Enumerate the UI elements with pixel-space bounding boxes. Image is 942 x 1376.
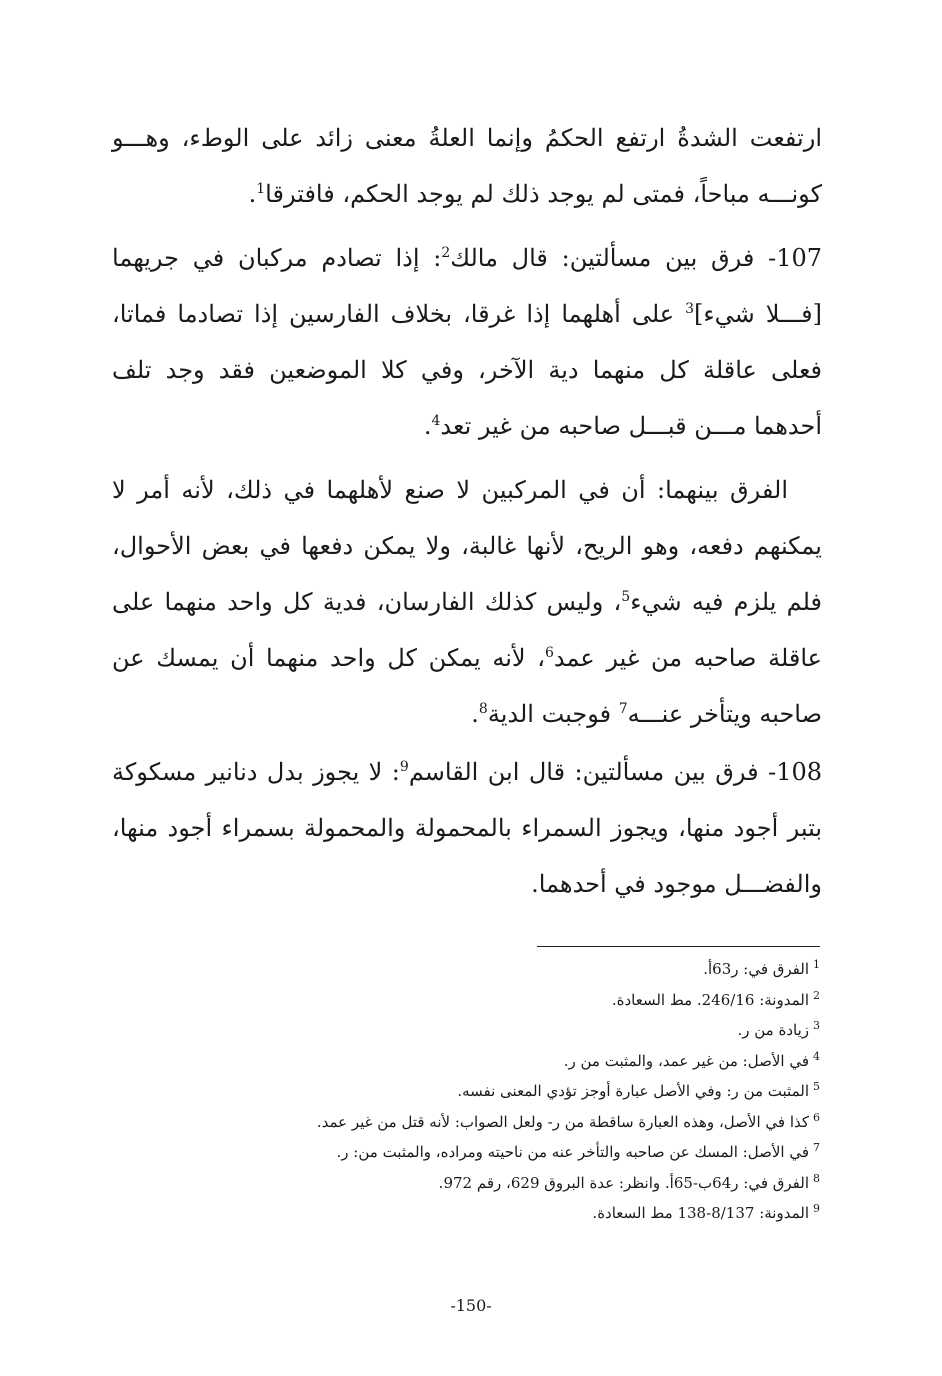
text-segment: 107- فرق بين مسألتين: قال مالك [450, 244, 822, 272]
footnote-text: الفرق في: ر63أ. [703, 960, 809, 978]
text-segment: : إذا تصادم مركبان في جريهما [فـــلا شيء] [112, 244, 822, 328]
footnote-item [180, 1198, 820, 1229]
footnote-text: زيادة من ر. [737, 1021, 809, 1039]
main-text [112, 110, 822, 914]
footnote-marker-3: 3 [685, 301, 694, 317]
footnote-marker-9: 9 [399, 759, 409, 775]
footnote-text: في الأصل: المسك عن صاحبه والتأخر عنه من ناحيته ومراده، والمثبت من: ر. [336, 1143, 809, 1161]
footnote-divider [537, 946, 820, 947]
footnote-marker-2: 2 [441, 245, 451, 261]
footnote-text: المدونة: 246/16. مط السعادة. [611, 990, 809, 1009]
paragraph-107 [112, 230, 822, 454]
footnote-item [180, 985, 820, 1016]
page-number: -150- [450, 1296, 492, 1315]
footnote-item [180, 1076, 820, 1107]
footnote-marker-5: 5 [621, 589, 631, 605]
footnote-number: 7 [813, 1141, 820, 1154]
text-segment: ارتفعت الشدةُ ارتفع الحكمُ وإنما العلةُ معنى زائد على الوطء، وهـــو كونـــه مباحاً، فمتى لم يوجد ذلك لم يوجد الحكم، فافترقا [112, 124, 822, 208]
footnote-item [180, 1107, 820, 1138]
footnote-text: كذا في الأصل، وهذه العبارة ساقطة من ر- ولعل الصواب: لأنه قتل من غير عمد. [316, 1112, 809, 1131]
paragraph-108 [112, 744, 822, 912]
footnotes [180, 954, 820, 1229]
footnote-number: 2 [813, 988, 820, 1002]
paragraph-continued [112, 110, 822, 222]
text-segment: فوجبت الدية [487, 700, 619, 728]
footnote-item [180, 1015, 820, 1046]
footnote-marker-7: 7 [618, 701, 628, 717]
text-segment: ، وليس كذلك الفارسان، فدية كل واحد منهما على عاقلة صاحبه من غير عمد [112, 588, 822, 672]
text-segment: الفرق بينهما: أن في المركبين لا صنع لأهلهما في ذلك، لأنه أمر لا يمكنهم دفعه، وهو الريح، لأنها غالبة، ولا يمكن دفعها في بعض الأحوال، فلم يلزم فيه شيء [112, 476, 823, 616]
text-segment: على أهلهما إذا غرقا، بخلاف الفارسين إذا تصادما فماتا، فعلى عاقلة كل منهما دية الآخر، وفي كلا الموضعين فقد وجد تلف أحدهما مـــن قبـــل صاحبه من غير تعد [112, 300, 822, 440]
footnote-item [180, 1046, 820, 1077]
footnote-text: المثبت من ر: وفي الأصل عبارة أوجز تؤدي المعنى نفسه. [457, 1082, 809, 1100]
footnote-number: 4 [813, 1049, 820, 1063]
text-segment: . [471, 700, 479, 728]
text-segment: . [423, 412, 432, 440]
text-segment: : لا يجوز بدل دنانير مسكوكة بتبر أجود منها، ويجوز السمراء بالمحمولة والمحمولة بسمراء أجود منها، والفضـــل موجود في أحدهما. [112, 758, 822, 898]
footnote-item [180, 1168, 820, 1199]
paragraph-difference [112, 462, 822, 742]
footnote-text: في الأصل: من غير عمد، والمثبت من ر. [563, 1051, 809, 1070]
footnote-number: 6 [813, 1110, 820, 1124]
footnote-item [180, 1137, 820, 1168]
footnote-number: 8 [813, 1171, 820, 1185]
footnote-number: 5 [813, 1080, 820, 1093]
footnote-marker-6: 6 [544, 645, 554, 661]
footnote-item [180, 954, 820, 985]
text-segment: ، لأنه يمكن كل واحد منهما أن يمسك عن صاحبه ويتأخر عنـــه [112, 644, 822, 728]
footnote-marker-8: 8 [478, 701, 488, 717]
footnote-marker-1: 1 [256, 181, 266, 197]
footnote-text: الفرق في: ر64ب-65أ. وانظر: عدة البروق 629، رقم 972. [438, 1173, 809, 1192]
text-segment: 108- فرق بين مسألتين: قال ابن القاسم [408, 758, 822, 786]
footnote-number: 3 [813, 1019, 820, 1032]
footnote-number: 9 [813, 1202, 820, 1215]
footnote-marker-4: 4 [431, 413, 441, 429]
footnote-number: 1 [813, 958, 820, 971]
text-segment: . [248, 180, 257, 208]
footnote-text: المدونة: 8/137-138 مط السعادة. [592, 1204, 809, 1222]
